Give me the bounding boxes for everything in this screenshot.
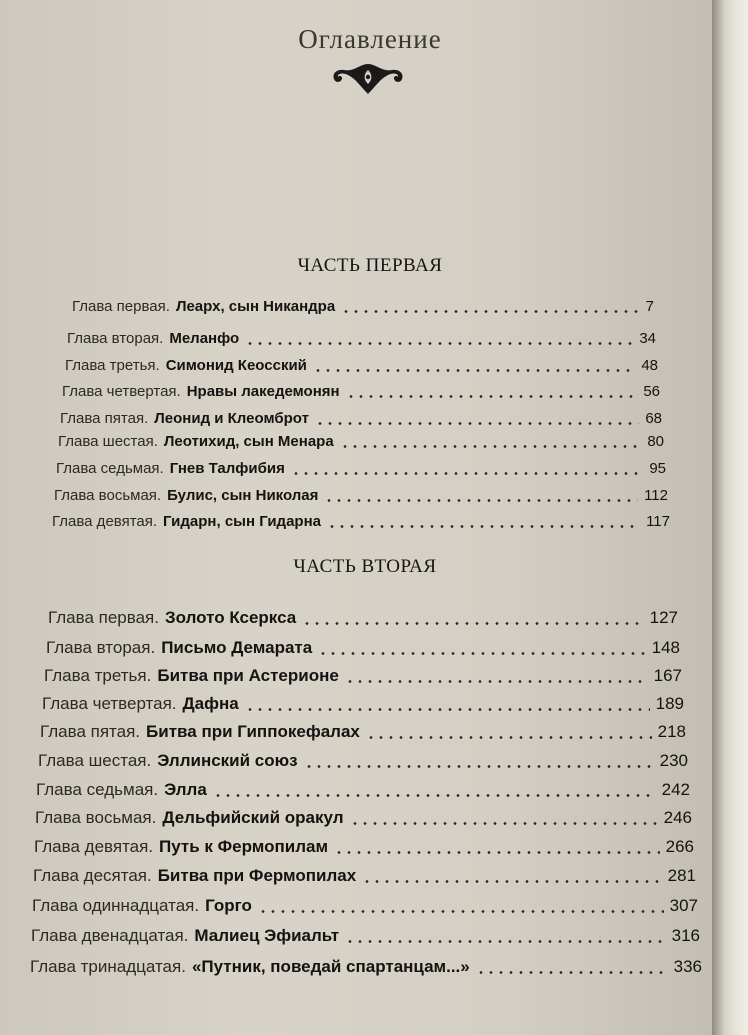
chapter-label: Глава восьмая.	[35, 808, 157, 827]
chapter-label: Глава седьмая.	[36, 780, 159, 799]
chapter-label: Глава вторая.	[67, 330, 164, 347]
page-number: 242	[661, 780, 690, 799]
page-number: 117	[646, 513, 670, 530]
page-number: 336	[673, 957, 702, 976]
chapter-label: Глава шестая.	[58, 433, 158, 450]
toc-entry	[31, 926, 700, 946]
chapter-title: Меланфо	[169, 330, 240, 347]
toc-entry	[30, 957, 702, 977]
dot-leader	[476, 971, 668, 974]
page-number: 148	[651, 638, 680, 657]
page-number: 95	[649, 460, 666, 477]
chapter-label: Глава восьмая.	[54, 487, 162, 504]
dot-leader	[334, 851, 660, 854]
chapter-title: Дафна	[182, 694, 239, 713]
page-number: 80	[647, 433, 664, 450]
page-number: 281	[667, 866, 696, 885]
dot-leader	[340, 445, 642, 448]
page-number: 218	[657, 722, 686, 741]
dot-leader	[362, 880, 661, 883]
dot-leader	[313, 369, 635, 372]
toc-entry	[34, 837, 694, 857]
chapter-label: Глава десятая.	[33, 866, 152, 885]
chapter-label: Глава пятая.	[40, 722, 141, 741]
dot-leader	[324, 499, 638, 502]
chapter-title: Дельфийский оракул	[162, 808, 344, 827]
toc-entry	[42, 694, 684, 714]
page-number: 48	[641, 357, 658, 374]
page-edge	[712, 0, 748, 1035]
dot-leader	[245, 708, 650, 711]
chapter-label: Глава вторая.	[46, 638, 156, 657]
chapter-title: Гнев Талфибия	[169, 460, 285, 477]
chapter-label: Глава тринадцатая.	[30, 957, 186, 976]
toc-entry	[54, 487, 668, 504]
page-title: Оглавление	[298, 24, 442, 54]
part-one-title: ЧАСТЬ ПЕРВАЯ	[297, 255, 443, 276]
toc-entry	[67, 330, 656, 347]
chapter-label: Глава двенадцатая.	[31, 926, 189, 945]
toc-entry	[60, 410, 662, 427]
page-number: 307	[669, 896, 698, 915]
dot-leader	[341, 310, 639, 313]
toc-entry	[32, 896, 698, 916]
dot-leader	[327, 525, 640, 528]
dot-leader	[245, 342, 633, 345]
toc-entry	[52, 513, 670, 530]
floral-ornament-icon	[330, 60, 406, 98]
page-number: 230	[659, 751, 688, 770]
page-number: 68	[645, 410, 662, 427]
page-number: 167	[653, 666, 682, 685]
chapter-label: Глава четвертая.	[62, 383, 181, 400]
toc-entry	[35, 808, 692, 828]
chapter-label: Глава третья.	[44, 666, 152, 685]
chapter-title: Путь к Фермопилам	[159, 837, 329, 856]
page-number: 246	[663, 808, 692, 827]
chapter-label: Глава девятая.	[52, 513, 158, 530]
chapter-label: Глава первая.	[72, 298, 170, 315]
chapter-title: Симонид Кеосский	[165, 357, 307, 374]
page-number: 7	[645, 298, 654, 315]
dot-leader	[258, 910, 664, 913]
chapter-title: Письмо Демарата	[161, 638, 313, 657]
dot-leader	[213, 794, 656, 797]
chapter-label: Глава одиннадцатая.	[32, 896, 200, 915]
page-number: 112	[644, 487, 668, 504]
chapter-label: Глава седьмая.	[56, 460, 164, 477]
toc-entry	[44, 666, 682, 686]
chapter-label: Глава пятая.	[60, 410, 149, 427]
page-number: 34	[639, 330, 656, 347]
dot-leader	[304, 765, 654, 768]
toc-entry	[65, 357, 658, 374]
chapter-label: Глава четвертая.	[42, 694, 177, 713]
page-number: 56	[643, 383, 660, 400]
chapter-title: Битва при Фермопилах	[157, 866, 357, 885]
toc-entry	[58, 433, 664, 450]
chapter-label: Глава шестая.	[38, 751, 152, 770]
chapter-title: Леотихид, сын Менара	[163, 433, 334, 450]
toc-entry	[56, 460, 666, 477]
dot-leader	[346, 395, 638, 398]
chapter-title: Горго	[205, 896, 252, 915]
page-number: 266	[665, 837, 694, 856]
chapter-title: Битва при Гиппокефалах	[146, 722, 360, 741]
chapter-title: Золото Ксеркса	[164, 608, 297, 627]
dot-leader	[315, 422, 639, 425]
chapter-title: «Путник, поведай спартанцам...»	[191, 957, 470, 976]
dot-leader	[345, 680, 648, 683]
chapter-title: Леарх, сын Никандра	[175, 298, 336, 315]
page-number: 127	[649, 608, 678, 627]
part-two-title: ЧАСТЬ ВТОРАЯ	[293, 556, 437, 577]
page-number: 189	[655, 694, 684, 713]
chapter-title: Булис, сын Николая	[167, 487, 319, 504]
dot-leader	[318, 652, 645, 655]
toc-entry	[46, 638, 680, 658]
chapter-label: Глава третья.	[65, 357, 160, 374]
chapter-title: Малиец Эфиальт	[194, 926, 340, 945]
dot-leader	[366, 736, 652, 739]
dot-leader	[345, 940, 666, 943]
dot-leader	[291, 472, 643, 475]
toc-entry	[48, 608, 678, 628]
chapter-label: Глава девятая.	[34, 837, 154, 856]
chapter-title: Битва при Астерионе	[157, 666, 339, 685]
toc-entry	[38, 751, 688, 771]
chapter-title: Гидарн, сын Гидарна	[163, 513, 321, 530]
chapter-title: Эллинский союз	[157, 751, 298, 770]
toc-entry	[62, 383, 660, 400]
chapter-title: Нравы лакедемонян	[186, 383, 340, 400]
page-number: 316	[671, 926, 700, 945]
dot-leader	[350, 822, 658, 825]
dot-leader	[302, 622, 643, 625]
toc-entry	[36, 780, 690, 800]
chapter-title: Элла	[164, 780, 207, 799]
chapter-label: Глава первая.	[48, 608, 159, 627]
toc-entry	[72, 298, 654, 315]
toc-entry	[33, 866, 696, 886]
chapter-title: Леонид и Клеомброт	[154, 410, 309, 427]
toc-entry	[40, 722, 686, 742]
